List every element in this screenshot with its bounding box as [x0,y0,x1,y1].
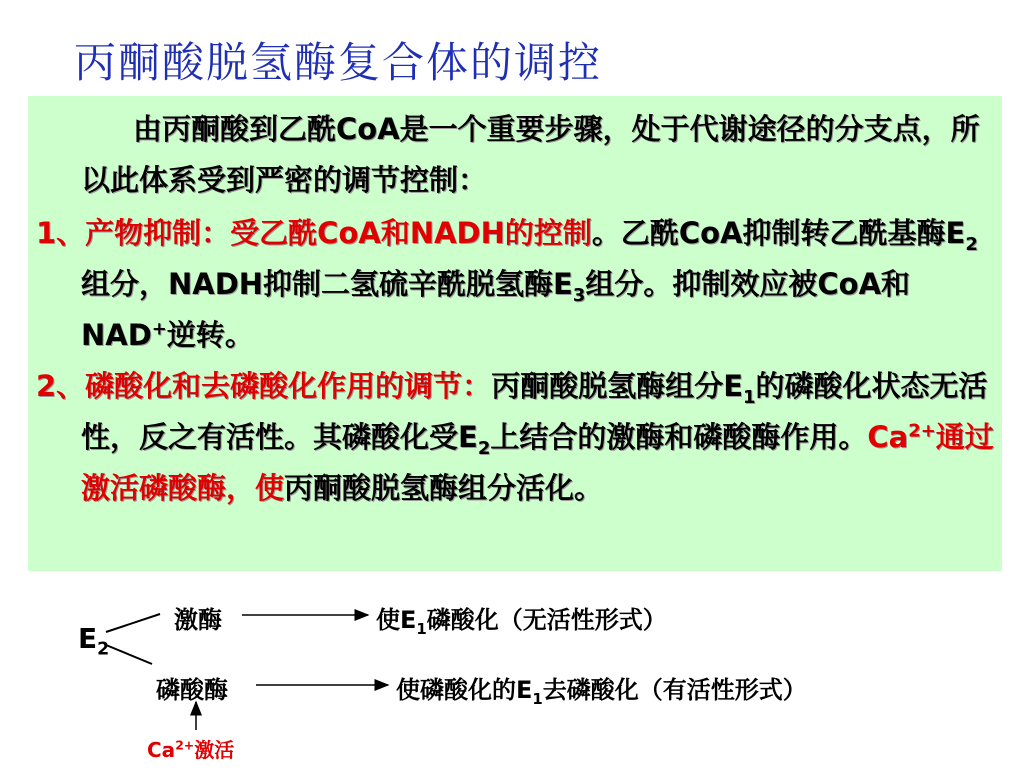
kinase-label: 激酶 [174,606,222,634]
point-2-highlight-a: Ca [867,420,909,454]
subscript: 1 [743,386,756,408]
point-2-highlight-b: 通过激活磷酸酶，使 [81,420,994,505]
phosphatase-label: 磷酸酶 [156,676,228,704]
point-1-heading: 1、产物抑制：受乙酰CoA和NADH的控制 [36,216,592,250]
point-1-text-c: 组分。抑制效应被CoA和NAD [81,267,911,352]
point-2-text-c: 上结合的激酶和磷酸酶作用。 [490,420,868,454]
point-2-text-a: 丙酮酸脱氢酶组分E [491,369,743,403]
point-2-text-b: 的磷酸化状态无活性，反之有活性。其磷酸化受E [81,369,988,454]
superscript: + [151,318,167,340]
subscript: 3 [572,284,586,306]
intro-text: 由丙酮酸到乙酰CoA是一个重要步骤，处于代谢途径的分支点，所以此体系受到严密的调节控制： [81,112,980,197]
phosphatase-result: 使磷酸化的$E_1$去磷酸化（有活性形式） [396,676,807,708]
subscript: 2 [477,437,491,459]
point-1-text-a: 。乙酰CoA抑制转乙酰基酶E [591,216,966,250]
point-1-text-d: 逆转。 [166,318,254,352]
page-title: 丙酮酸脱氢酶复合体的调控 [74,38,603,87]
point-2-text-d: 丙酮酸脱氢酶组分活化。 [284,471,604,505]
kinase-result: 使$E_1$磷酸化（无活性形式） [376,606,667,638]
point-2-heading: 2、磷酸化和去磷酸化作用的调节： [36,369,492,403]
e2-branch-upper [106,614,160,632]
e2-branch-lower [106,645,152,664]
superscript: 2+ [908,420,936,442]
calcium-activation-label: $Ca^{2+}$激活 [147,737,235,762]
point-1-text-b: 组分，NADH抑制二氢硫辛酰脱氢酶E [81,267,573,301]
e2-label: $E_2$ [78,622,110,660]
subscript: 2 [965,233,978,255]
